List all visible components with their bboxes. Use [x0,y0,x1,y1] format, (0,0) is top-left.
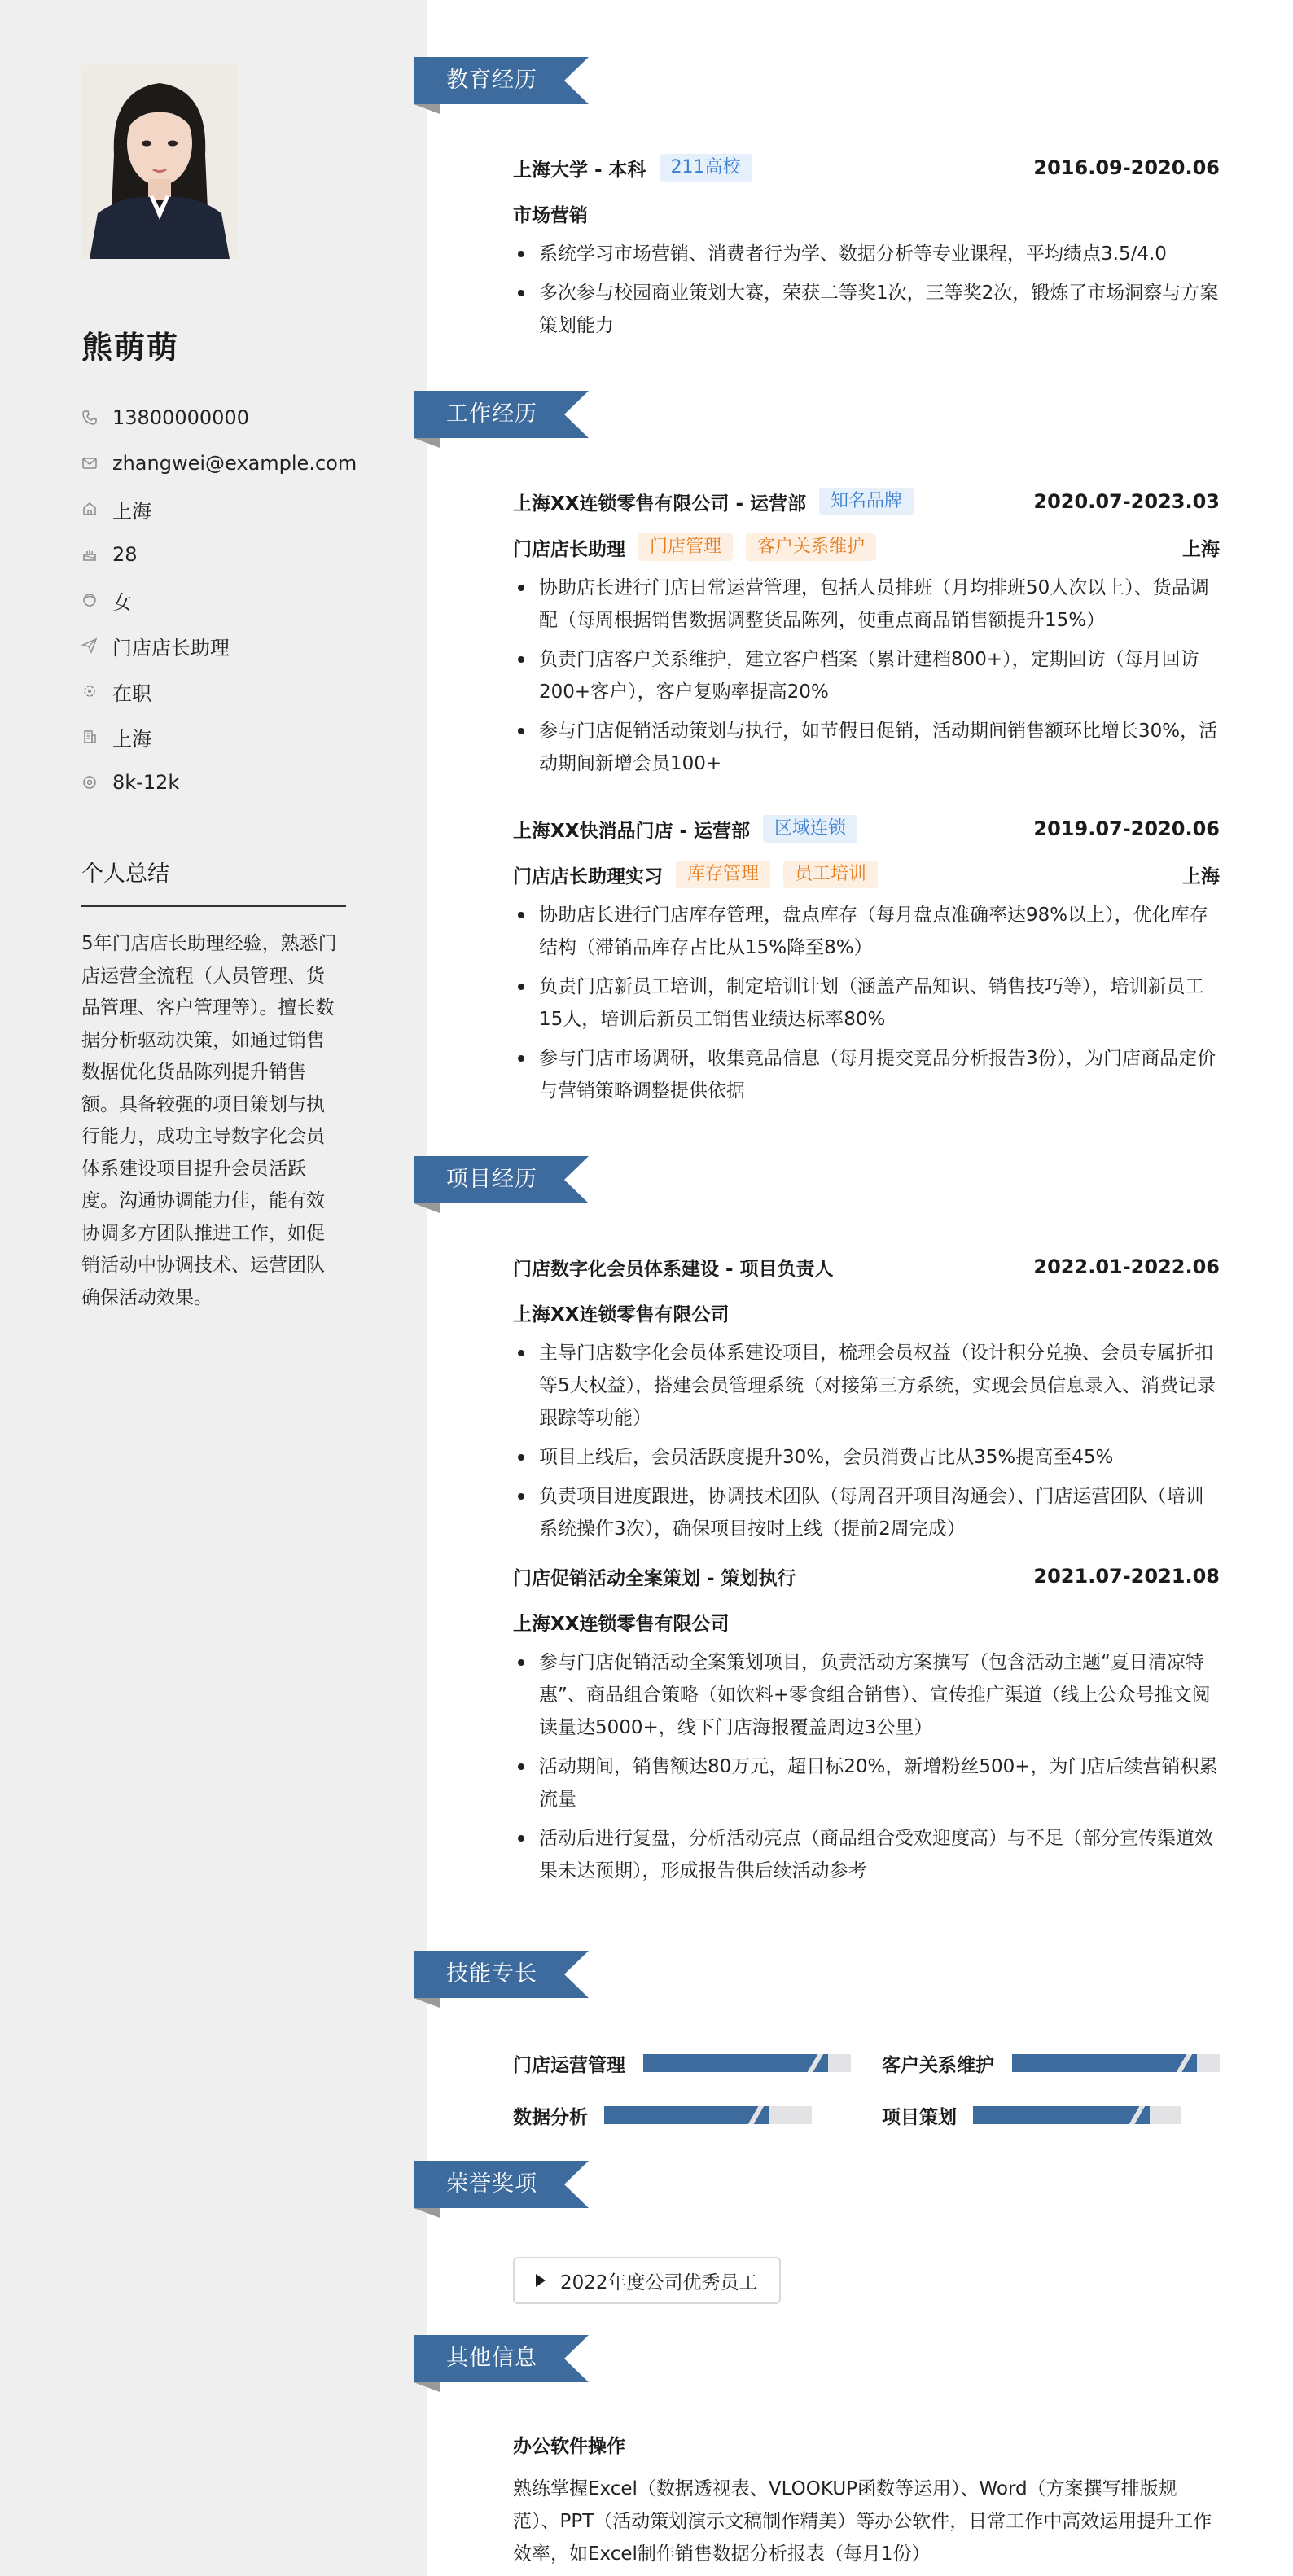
send-icon [81,637,98,654]
other-title: 办公软件操作 [513,2436,625,2457]
skill-bar [643,2054,851,2072]
salary-icon [81,774,98,791]
section-ribbon [414,391,589,438]
work-entry [513,485,1220,786]
section-ribbon [414,2335,589,2382]
contact-list [81,395,357,805]
contact-age [81,532,346,577]
summary-line: 据分析驱动决策，如通过销售 [81,1029,325,1051]
skill-item [882,2047,1220,2079]
project-company: 上海XX连锁零售有限公司 [513,1303,730,1325]
summary-line: 行能力，成功主导数字化会员 [81,1126,325,1147]
section-title: 技能专长 [446,1961,537,1987]
skill-bar-fill [1012,2054,1182,2072]
award-text: 2022年度公司优秀员工 [560,2272,758,2293]
contact-text: 女 [112,590,132,614]
section-title: 荣誉奖项 [446,2171,537,2197]
skill-bar-fill [643,2054,813,2072]
status-icon [81,683,98,699]
play-triangle-icon [536,2274,546,2287]
work-bullet: 协助店长进行门店日常运营管理，包括人员排班（月均排班50人次以上）、货品调配（每周根据销售数据调整货品陈列，使重点商品销售额提升15%） [513,572,1220,637]
contact-text: 8k-12k [112,771,180,794]
other-text: 熟练掌握Excel（数据透视表、VLOOKUP函数等运用）、Word（方案撰写排版规范）、PPT（活动策划演示文稿制作精美）等办公软件，日常工作中高效运用提升工作效率，如Excel制作销售数据分析报表（每月1份） [513,2478,1212,2565]
work-date: 2020.07-2023.03 [1033,490,1220,513]
summary-line: 协调多方团队推进工作，如促 [81,1222,325,1244]
cake-icon [81,546,98,563]
skill-item [882,2099,1183,2131]
skills-grid [513,2047,1220,2131]
avatar-portrait [81,65,238,259]
section-ribbon [414,2161,589,2208]
project-entry [513,1560,1220,1894]
skill-item [513,2047,851,2079]
work-bullet: 负责门店新员工培训，制定培训计划（涵盖产品知识、销售技巧等），培训新员工15人，培训后新员工销售业绩达标率80% [513,970,1220,1036]
contact-text: 上海 [112,727,151,751]
project-company: 上海XX连锁零售有限公司 [513,1613,730,1635]
skill-item [513,2099,814,2131]
section-title: 项目经历 [446,1167,537,1192]
summary-line: 数据优化货品陈列提升销售 [81,1062,306,1083]
contact-text: 13800000000 [112,406,249,429]
skill-bar [973,2106,1181,2124]
contact-text: 上海 [112,499,151,523]
section-title: 工作经历 [446,401,537,427]
skill-bar-fill [604,2106,754,2124]
project-bullet: 主导门店数字化会员体系建设项目，梳理会员权益（设计积分兑换、会员专属折扣等5大权益），搭建会员管理系统（对接第三方系统，实现会员信息录入、消费记录跟踪等功能） [513,1337,1220,1435]
job-location: 上海 [1182,538,1220,560]
summary-line: 品管理、客户管理等）。擅长数 [81,997,335,1019]
contact-email [81,440,357,486]
mail-icon [81,455,98,471]
skill-name: 项目策划 [882,2106,957,2128]
avatar [81,65,238,259]
section-ribbon [414,1951,589,1998]
section-ribbon [414,1156,589,1203]
skill-bar-fill [973,2106,1135,2124]
skill-tag: 客户关系维护 [746,533,876,561]
skill-tag: 门店管理 [638,533,733,561]
contact-position [81,623,346,668]
job-location: 上海 [1182,865,1220,887]
summary-line: 度。沟通协调能力佳，能有效 [81,1190,325,1211]
school-tag: 211高校 [660,154,752,182]
summary-line: 确保活动效果。 [81,1286,213,1308]
home-icon [81,501,98,517]
work-date: 2019.07-2020.06 [1033,817,1220,840]
other-info [513,2431,1220,2570]
summary-line: 额。具备较强的项目策划与执 [81,1093,325,1115]
company-tag: 知名品牌 [819,488,914,515]
major: 市场营销 [513,204,588,226]
section-title: 其他信息 [446,2346,537,2371]
contact-text: 28 [112,543,138,566]
skill-name: 门店运营管理 [513,2054,625,2076]
contact-text: zhangwei@example.com [112,452,357,475]
contact-text: 在职 [112,681,151,705]
contact-work-city [81,714,346,760]
project-date: 2021.07-2021.08 [1033,1565,1220,1588]
summary-text [81,928,346,1314]
work-bullet: 参与门店市场调研，收集竞品信息（每月提交竞品分析报告3份），为门店商品定价与营销策略调整提供依据 [513,1042,1220,1107]
sidebar [0,0,427,2576]
skill-bar [604,2106,812,2124]
job-role: 门店店长助理实习 [513,865,663,887]
project-date: 2022.01-2022.06 [1033,1255,1220,1278]
section-ribbon [414,57,589,104]
contact-text: 门店店长助理 [112,636,230,659]
summary-line: 销活动中协调技术、运营团队 [81,1255,325,1276]
building-icon [81,729,98,745]
contact-phone [81,395,346,440]
summary-line: 5年门店店长助理经验，熟悉门 [81,933,337,954]
gender-icon [81,592,98,608]
skill-name: 数据分析 [513,2106,588,2128]
award-item [513,2257,781,2304]
skill-name: 客户关系维护 [882,2054,994,2076]
contact-salary [81,760,346,805]
candidate-name: 熊萌萌 [81,330,180,366]
school-name: 上海大学 - 本科 [513,159,646,181]
project-entry [513,1251,1220,1552]
project-bullet: 活动后进行复盘，分析活动亮点（商品组合受欢迎度高）与不足（部分宣传渠道效果未达预期），形成报告供后续活动参考 [513,1822,1220,1887]
company-name: 上海XX快消品门店 - 运营部 [513,820,751,842]
project-bullet: 项目上线后，会员活跃度提升30%，会员消费占比从35%提高至45% [513,1441,1220,1474]
section-title: 教育经历 [446,68,537,93]
contact-status [81,668,346,714]
work-bullet: 负责门店客户关系维护，建立客户档案（累计建档800+），定期回访（每月回访200+客户），客户复购率提高20% [513,643,1220,708]
summary-line: 店运营全流程（人员管理、货 [81,965,325,987]
skill-tag: 员工培训 [783,861,878,888]
project-title: 门店数字化会员体系建设 - 项目负责人 [513,1258,834,1280]
summary-line: 体系建设项目提升会员活跃 [81,1158,306,1180]
phone-icon [81,410,98,426]
project-bullet: 参与门店促销活动全案策划项目，负责活动方案撰写（包含活动主题“夏日清凉特惠”、商品组合策略（如饮料+零食组合销售）、宣传推广渠道（线上公众号推文阅读量达5000+，线下门店海报覆盖周边3公里） [513,1646,1220,1744]
skill-bar [1012,2054,1220,2072]
contact-gender [81,577,346,623]
education-bullet: 系统学习市场营销、消费者行为学、数据分析等专业课程，平均绩点3.5/4.0 [513,238,1220,270]
work-bullet: 协助店长进行门店库存管理，盘点库存（每月盘点准确率达98%以上），优化库存结构（滞销品库存占比从15%降至8%） [513,899,1220,964]
company-tag: 区域连锁 [763,815,857,843]
awards-list [513,2257,1220,2304]
job-role: 门店店长助理 [513,538,625,560]
work-bullet: 参与门店促销活动策划与执行，如节假日促销，活动期间销售额环比增长30%，活动期间新增会员100+ [513,715,1220,780]
education-date: 2016.09-2020.06 [1033,156,1220,179]
project-bullet: 负责项目进度跟进，协调技术团队（每周召开项目沟通会）、门店运营团队（培训系统操作3次），确保项目按时上线（提前2周完成） [513,1480,1220,1545]
skill-tag: 库存管理 [676,861,770,888]
education-bullet: 多次参与校园商业策划大赛，荣获二等奖1次，三等奖2次，锻炼了市场洞察与方案策划能力 [513,277,1220,342]
education-entry [513,151,1220,348]
work-entry [513,813,1220,1114]
project-bullet: 活动期间，销售额达80万元，超目标20%，新增粉丝500+，为门店后续营销积累流量 [513,1750,1220,1816]
contact-city [81,486,346,532]
company-name: 上海XX连锁零售有限公司 - 运营部 [513,493,807,515]
summary-title: 个人总结 [81,856,346,907]
project-title: 门店促销活动全案策划 - 策划执行 [513,1567,796,1589]
